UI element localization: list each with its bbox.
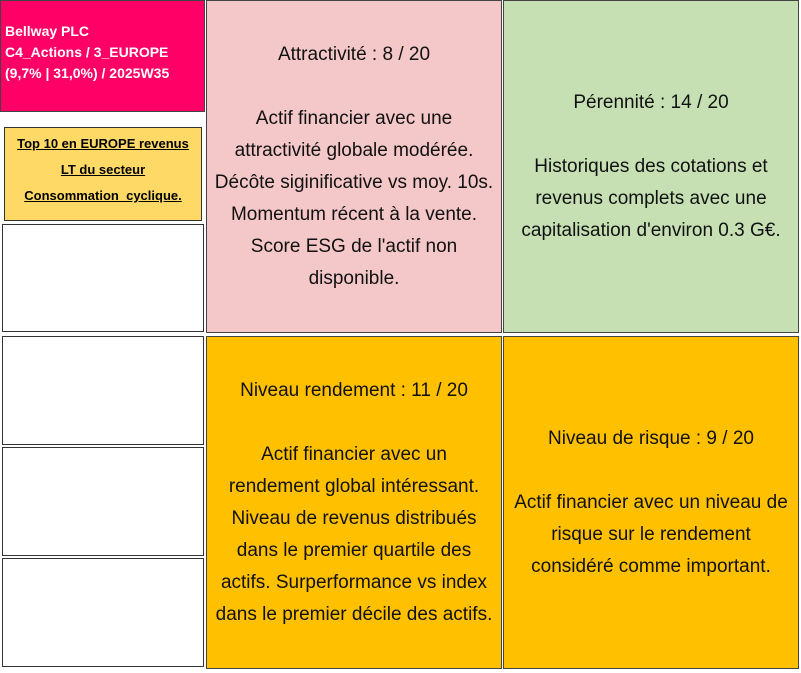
risque-title: Niveau de risque : 9 / 20 [548,427,754,449]
empty-cell [2,224,204,332]
rendement-line: Niveau de revenus distribués [231,507,477,529]
attractivite-line: Score ESG de l'actif non [250,235,458,257]
rendement-title: Niveau rendement : 11 / 20 [240,379,468,401]
risque-line: Actif financier avec un niveau de [514,491,788,513]
risque-line: risque sur le rendement [551,523,751,545]
ranking-tag [4,127,202,221]
attractivite-line: Momentum récent à la vente. [230,203,478,225]
rendement-line: actifs. Surperformance vs index [220,571,488,593]
rendement-panel [206,336,502,669]
attractivite-line: Décôte siginificative vs moy. 10s. [214,171,494,193]
risque-panel [503,336,799,669]
ranking-tag-line-3: Consommation_cyclique. [24,188,182,203]
attractivite-panel [206,0,502,333]
perennite-line: Historiques des cotations et [534,155,768,177]
perennite-panel [503,0,799,333]
attractivite-line: attractivité globale modérée. [234,139,474,161]
empty-cell [2,447,204,556]
attractivite-line: disponible. [308,267,400,289]
asset-category: C4_Actions / 3_EUROPE [5,44,169,60]
rendement-line: Actif financier avec un [261,443,447,465]
ranking-tag-line-1: Top 10 en EUROPE revenus [17,136,189,151]
asset-stats: (9,7% | 31,0%) / 2025W35 [5,65,170,81]
rendement-line: dans le premier quartile des [236,539,472,561]
attractivite-title: Attractivité : 8 / 20 [277,43,431,65]
company-name: Bellway PLC [5,23,90,39]
rendement-line: dans le premier décile des actifs. [215,603,493,625]
perennite-line: capitalisation d'environ 0.3 G€. [521,219,781,241]
empty-cell [2,558,204,667]
risque-line: considéré comme important. [531,555,771,577]
asset-header [0,0,205,112]
perennite-title: Pérennité : 14 / 20 [573,91,729,113]
ranking-tag-line-2: LT du secteur [60,162,146,177]
perennite-line: revenus complets avec une [535,187,767,209]
empty-cell [2,336,204,445]
rendement-line: rendement global intéressant. [228,475,480,497]
attractivite-line: Actif financier avec une [255,107,453,129]
